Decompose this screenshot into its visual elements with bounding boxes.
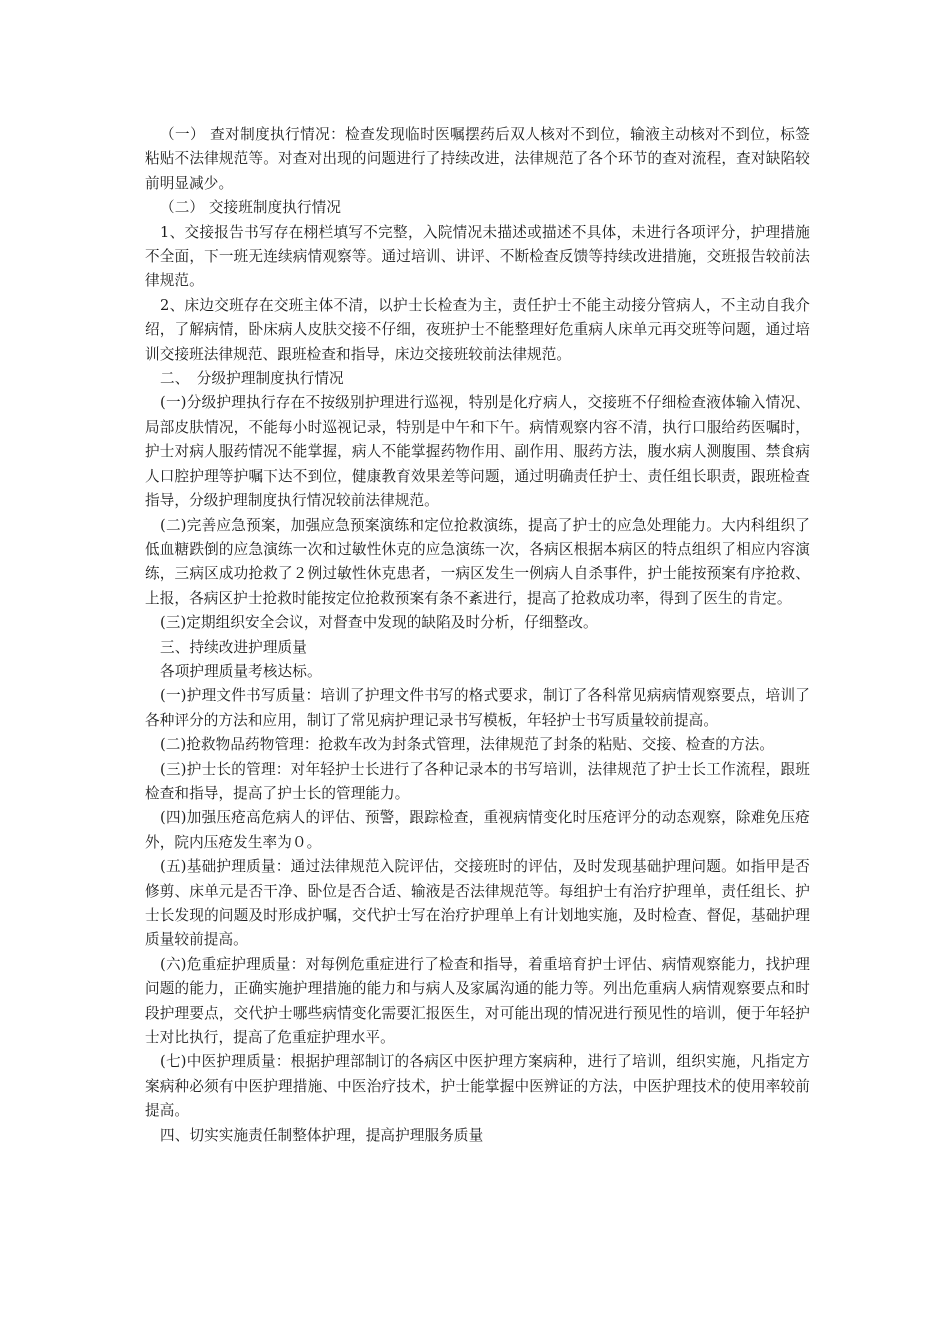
paragraph-head-nurse-management: (三)护士长的管理：对年轻护士长进行了各种记录本的书写培训，法律规范了护士长工作流程，跟班检查和指导，提高了护士长的管理能力。	[145, 760, 810, 802]
subheading-handover-system: （二） 交接班制度执行情况	[160, 199, 342, 217]
paragraph-emergency-plan: (二)完善应急预案，加强应急预案演练和定位抢救演练，提高了护士的应急处理能力。大内科组织了低血糖跌倒的应急演练一次和过敏性休克的应急演练一次，各病区根据本病区的特点组织了相应内容演练，三病区成功抢救了２例过敏性休克患者，一病区发生一例病人自杀事件，护士能按预案有序抢救、上报，各病区护士抢救时能按定位抢救预案有条不紊进行，提高了抢救成功率，得到了医生的肯定。	[145, 516, 810, 607]
paragraph-tcm-care-quality: (七)中医护理质量：根据护理部制订的各病区中医护理方案病种，进行了培训，组织实施，凡指定方案病种必须有中医护理措施、中医治疗技术，护士能掌握中医辨证的方法，中医护理技术的使用率较前提高。	[145, 1053, 810, 1120]
paragraph-safety-meeting: (三)定期组织安全会议，对督查中发现的缺陷及时分析，仔细整改。	[160, 614, 598, 632]
paragraph-quality-standard: 各项护理质量考核达标。	[160, 662, 322, 680]
paragraph-handover-report: 1、交接报告书写存在栩栏填写不完整，入院情况未描述或描述不具体，未进行各项评分，护理措施不全面，下一班无连续病情观察等。通过培训、讲评、不断检查反馈等持续改进措施，交班报告较前法律规范。	[145, 223, 810, 290]
paragraph-critical-care-quality: (六)危重症护理质量：对每例危重症进行了检查和指导，着重培育护士评估、病情观察能力，找护理问题的能力，正确实施护理措施的能力和与病人及家属沟通的能力等。列出危重病人病情观察要点和时段护理要点，交代护士哪些病情变化需要汇报医生，对可能出现的情况进行预见性的培训，便于年轻护士对比执行，提高了危重症护理水平。	[145, 955, 810, 1047]
section-heading-graded-care: 二、 分级护理制度执行情况	[160, 370, 344, 388]
paragraph-graded-care-execution: (一)分级护理执行存在不按级别护理进行巡视，特别是化疗病人，交接班不仔细检查液体输入情况、局部皮肤情况，不能每小时巡视记录，特别是中午和下午。病情观察内容不清，执行口服给药医嘱时，护士对病人服药情况不能掌握，病人不能掌握药物作用、副作用、服药方法，腹水病人测腹围、禁食病人口腔护理等护嘱下达不到位，健康教育效果差等问题，通过明确责任护士、责任组长职责，跟班检查指导，分级护理制度执行情况较前法律规范。	[145, 394, 810, 510]
document-body	[145, 123, 810, 1148]
paragraph-check-system: （一） 查对制度执行情况：检查发现临时医嘱摆药后双人核对不到位，输液主动核对不到位，标签粘贴不法律规范等。对查对出现的问题进行了持续改进，法律规范了各个环节的查对流程，查对缺陷较前明显减少。	[145, 126, 810, 192]
paragraph-pressure-ulcer: (四)加强压疮高危病人的评估、预警，跟踪检查，重视病情变化时压疮评分的动态观察，除难免压疮外，院内压疮发生率为０。	[145, 809, 810, 851]
paragraph-bedside-handover: 2、床边交班存在交班主体不清，以护士长检查为主，责任护士不能主动接分管病人，不主动自我介绍，了解病情，卧床病人皮肤交接不仔细，夜班护士不能整理好危重病人床单元再交班等问题，通过培训交接班法律规范、跟班检查和指导，床边交接班较前法律规范。	[145, 296, 810, 363]
section-heading-responsibility-care: 四、切实实施责任制整体护理，提高护理服务质量	[160, 1126, 484, 1144]
paragraph-rescue-supplies: (二)抢救物品药物管理：抢救车改为封条式管理，法律规范了封条的粘贴、交接、检查的方法。	[160, 736, 775, 754]
paragraph-basic-care-quality: (五)基础护理质量：通过法律规范入院评估，交接班时的评估，及时发现基础护理问题。如指甲是否修剪、床单元是否干净、卧位是否合适、输液是否法律规范等。每组护士有治疗护理单，责任组长、护士长发现的问题及时形成护嘱，交代护士写在治疗护理单上有计划地实施，及时检查、督促，基础护理质量较前提高。	[145, 858, 810, 949]
section-heading-quality-improvement: 三、持续改进护理质量	[160, 638, 307, 656]
paragraph-document-writing: (一)护理文件书写质量：培训了护理文件书写的格式要求，制订了各科常见病病情观察要点，培训了各种评分的方法和应用，制订了常见病护理记录书写模板，年轻护士书写质量较前提高。	[145, 687, 810, 729]
